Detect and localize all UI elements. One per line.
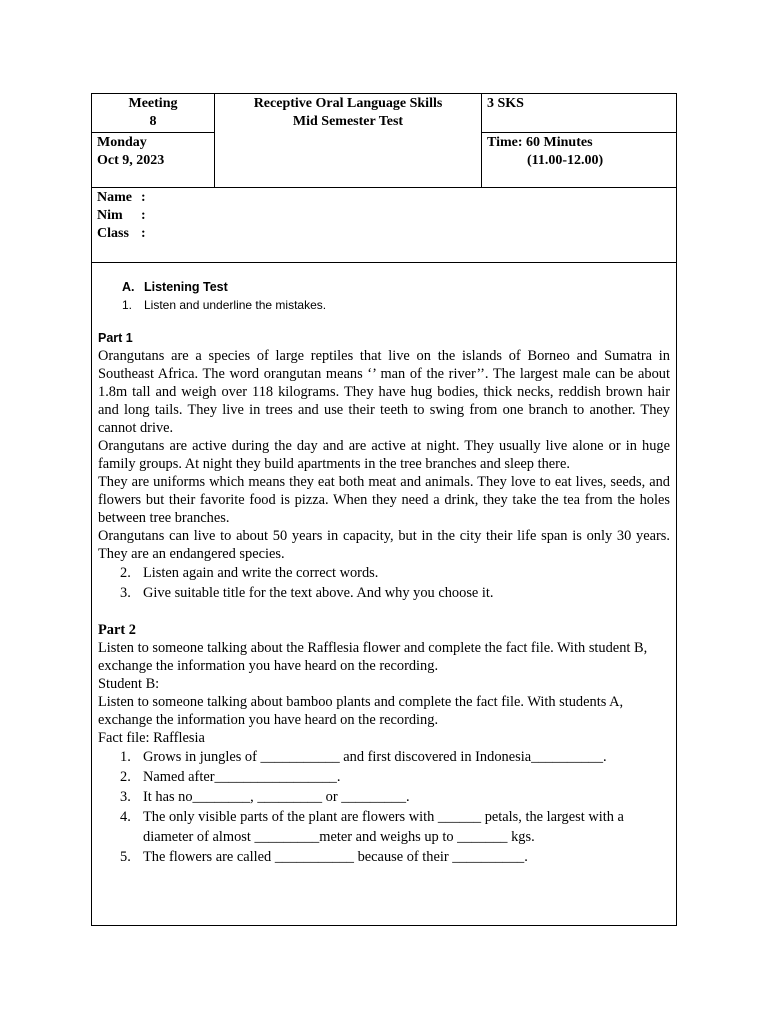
test-title: Mid Semester Test (292, 114, 404, 129)
class-field: Class : (97, 226, 146, 241)
nim-field: Nim : (97, 208, 146, 223)
day: Monday (97, 135, 147, 150)
header-table (92, 94, 676, 263)
time-label: Time: 60 Minutes (487, 135, 593, 150)
course-title: Receptive Oral Language Skills (253, 96, 443, 111)
date: Oct 9, 2023 (97, 153, 165, 168)
section-a-heading: A. Listening Test (122, 280, 228, 294)
title-cell (215, 94, 482, 188)
time-range: (11.00-12.00) (527, 153, 604, 168)
list-item: 2. Named after_________________. (120, 769, 341, 785)
meeting-label: Meeting (128, 96, 178, 111)
part-1-paragraph: They are uniforms which means they eat both meat and animals. They love to eat lives, seeds, and flowers but their favorite food is pizza. When they need a drink, they take the tea from the holes between tree branches. (98, 474, 670, 526)
list-item: 1. Grows in jungles of ___________ and first discovered in Indonesia__________. (120, 749, 607, 765)
fact-file-title: Fact file: Rafflesia (98, 730, 205, 746)
meeting-cell (92, 94, 215, 133)
credits-cell (482, 94, 677, 133)
name-field: Name : (97, 190, 146, 205)
credits: 3 SKS (487, 96, 524, 111)
part-2-instruction-a: Listen to someone talking about the Rafflesia flower and complete the fact file. With student B, exchange the information you have heard on the recording. (98, 640, 648, 674)
date-cell (92, 133, 215, 188)
part-1-paragraph: Orangutans are active during the day and are active at night. They usually live alone or in huge family groups. At night they build apartments in the tree branches and sleep there. (98, 438, 670, 472)
part-2-label: Part 2 (98, 622, 136, 638)
list-item: 3. It has no________, _________ or _________. (120, 789, 410, 805)
student-b-label: Student B: (98, 676, 160, 692)
section-a-item-1: 1. Listen and underline the mistakes. (122, 298, 327, 312)
meeting-number: 8 (149, 114, 157, 129)
student-info-cell (92, 188, 676, 263)
part-1-paragraph: Orangutans are a species of large reptiles that live on the islands of Borneo and Sumatra in Southeast Africa. The word orangutan means ‘’ man of the river’’. The largest male can be about 1.8m tall and weigh over 118 kilograms. They have hug bodies, thick necks, reddish brown hair and long tails. They live in trees and use their teeth to swing from one branch to another. They cannot drive. (98, 348, 670, 436)
exam-body (92, 263, 676, 867)
exam-sheet (91, 93, 677, 926)
list-item: 4. The only visible parts of the plant are flowers with ______ petals, the largest with a diameter of almost _________meter and weighs up to _______ kgs. (120, 809, 624, 845)
part-1-tasks (98, 563, 670, 603)
part-1-paragraph: Orangutans can live to about 50 years in capacity, but in the city their life span is only 30 years. They are an endangered species. (98, 528, 670, 562)
list-item: 5. The flowers are called ___________ because of their __________. (120, 849, 528, 865)
part-1-label: Part 1 (98, 331, 133, 345)
fact-file-list (98, 747, 670, 867)
list-item: 2. Listen again and write the correct words. (120, 565, 379, 581)
time-cell (482, 133, 677, 188)
part-2-instruction-b: Listen to someone talking about bamboo plants and complete the fact file. With students A, exchange the information you have heard on the recording. (98, 694, 624, 728)
list-item: 3. Give suitable title for the text above. And why you choose it. (120, 585, 494, 601)
